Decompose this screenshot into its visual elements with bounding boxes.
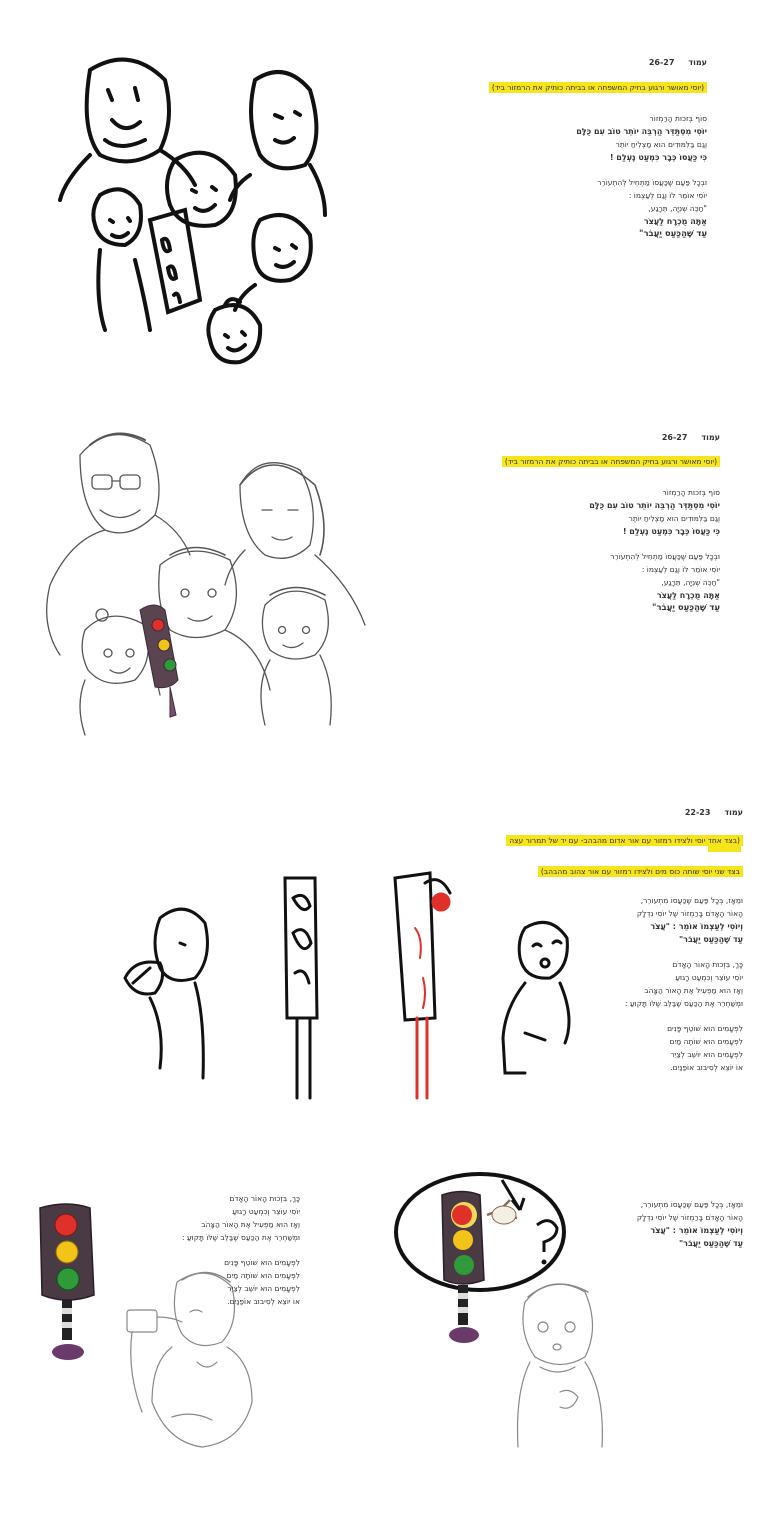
page1-direction-highlight: (יוסי מאושר ורגוע בחיק המשפחה או בביתה כותיק את הרמזור ביד) — [489, 82, 707, 93]
page1-line: יוֹסִי מִסְתַּדֵּר הַרְבֵּה יוֹתֵר טוֹב עִם כֻּלָּם — [576, 127, 707, 136]
page2-page-header — [400, 433, 720, 442]
page4-left-text-block — [130, 1192, 300, 1308]
page2-line: אַתָּה מֻכְרָח לַעֲצֹר — [656, 591, 720, 600]
page4-left-line: כָּךְ, בִּזְכוּת הָאוֹר הָאָדֹם — [229, 1194, 300, 1203]
page1-page-label: עמוד — [688, 58, 707, 67]
page3-direction2-highlight: בצד שני יוסי שותה כוס מים ולצידו רמזור עם אור צהוב מהבהב) — [538, 866, 743, 877]
page4-left-line: לִפְעָמִים הוּא שׁוֹטֵף פָּנִים — [224, 1258, 300, 1267]
page1-page-number: 26-27 — [648, 58, 675, 67]
page3-line: וּמְשַׁחְרֵר אֶת הַכַּעַס שֶׁבַּלֵּב שֶׁלּוֹ תָּקוּעַ : — [624, 999, 743, 1008]
page3-line: וְיוֹסִי לְעַצְמוֹ אוֹמֵר : "עֲצֹר — [650, 922, 743, 931]
page3-line: אוֹ יוֹצֵא לְסִיבוּב אוֹפַנַּיִם. — [670, 1063, 743, 1072]
page2-line: "חַכֵּה שְׁנִיָּה, תֵּרָגַע, — [661, 578, 720, 587]
page3-line: יוֹסִי עוֹצֵר וְכִמְעַט רָגוּעַ — [675, 973, 743, 982]
page4-right-line: וְיוֹסִי לְעַצְמוֹ אוֹמֵר : "עֲצֹר — [650, 1226, 743, 1235]
page4-left-line: לִפְעָמִים הוּא שׁוֹתֶה מַיִם — [226, 1271, 300, 1280]
family-sketch — [50, 40, 340, 380]
page3-line: לִפְעָמִים הוּא שׁוֹתֶה מַיִם — [669, 1037, 743, 1046]
page3-line: לִפְעָמִים הוּא יוֹשֵׁב לְצַיֵּר — [670, 1050, 743, 1059]
page2-line: וּבְכָל פַּעַם שֶׁכַּעֲסוֹ מַתְחִיל לְהִתְעוֹרֵר — [610, 552, 720, 561]
page4-right-line: עַד שֶׁהַכַּעַס יַעֲבֹר" — [679, 1239, 743, 1248]
page2-page-number: 26-27 — [661, 433, 688, 442]
page3-line: הָאוֹר הָאָדֹם בָּרַמְזוֹר שֶׁל יוֹסִי נִדְלָק — [636, 909, 743, 918]
page4-left-line: יוֹסִי עוֹצֵר וְכִמְעַט רָגוּעַ — [232, 1207, 300, 1216]
page4-left-line: וְאָז הוּא מַפְעִיל אֶת הָאוֹר הַצָּהֹב — [201, 1220, 300, 1229]
page4-right-text-block — [553, 1198, 743, 1250]
page3-line: וּמֵאָז, בְּכָל פַּעַם שֶׁכַּעֲסוֹ מִתְעוֹרֵר, — [640, 896, 743, 905]
page4-left-line: אוֹ יוֹצֵא לְסִיבוּב אוֹפַנַּיִם. — [227, 1297, 300, 1306]
page2-line: וְגַם בַּלִּמּוּדִים הוּא מַצְלִיחַ יוֹתֵר — [628, 514, 720, 523]
page3-text-block — [423, 808, 743, 1074]
page1-page-header — [407, 58, 707, 67]
page4-right-line: וּמֵאָז, בְּכָל פַּעַם שֶׁכַּעֲסוֹ מִתְעוֹרֵר, — [640, 1200, 743, 1209]
page2-line: כִּי כַּעֲסוֹ כְּבָר כִּמְעַט נֶעְלַם ! — [622, 527, 720, 536]
traffic-light-icon — [32, 1200, 102, 1370]
page2-line: יוֹסִי אוֹמֵר לוֹ וְגַם לְעַצְמוֹ : — [641, 565, 720, 574]
page3-page-number: 22-23 — [684, 808, 711, 816]
page2-page-label: עמוד — [701, 433, 720, 442]
page3-page-header — [423, 808, 743, 816]
boy-surprised — [510, 1272, 615, 1457]
page4-right-line: הָאוֹר הָאָדֹם בָּרַמְזוֹר שֶׁל יוֹסִי נִדְלָק — [636, 1213, 743, 1222]
page2-line: עַד שֶׁהַכַּעַס יַעֲבֹר" — [652, 603, 720, 613]
page3-line: כָּךְ, בִּזְכוּת הָאוֹר הָאָדֹם — [672, 960, 743, 969]
page3-direction1-highlight: (בצד אחד יוסי ולצידו רמזור עם אור אדום מהבהב- עם יד של תמרור עצה — [506, 835, 743, 846]
page4-left-line: לִפְעָמִים הוּא יוֹשֵׁב לְצַיֵּר — [227, 1284, 300, 1293]
page3-page-label: עמוד — [724, 808, 743, 816]
page1-text-block — [407, 58, 707, 241]
page1-line: כִּי כַּעֲסוֹ כְּבָר כִּמְעַט נֶעְלַם ! — [609, 153, 707, 162]
page1-line: אַתָּה מֻכְרָח לַעֲצֹר — [643, 217, 707, 226]
page2-text-block — [400, 433, 720, 615]
family-pencil-illustration — [30, 415, 375, 745]
page3-line: וְאָז הוּא מַפְעִיל אֶת הָאוֹר הַצָּהֹב — [644, 986, 743, 995]
page3-line: עַד שֶׁהַכַּעַס יַעֲבֹר" — [679, 935, 743, 944]
page2-direction-highlight: (יוסי מאושר ורגוע בחיק המשפחה או בביתה כותיק את הרמזור ביד) — [502, 456, 720, 467]
page4-left-line: וּמְשַׁחְרֵר אֶת הַכַּעַס שֶׁבַּלֵּב שֶׁלּוֹ תָּקוּעַ : — [181, 1233, 300, 1242]
page1-line: וּבְכָל פַּעַם שֶׁכַּעֲסוֹ מַתְחִיל לְהִתְעוֹרֵר — [597, 178, 707, 187]
page1-line: עַד שֶׁהַכַּעַס יַעֲבֹר" — [639, 229, 707, 239]
page3-line: לִפְעָמִים הוּא שׁוֹטֵף פָּנִים — [667, 1024, 743, 1033]
page2-line: סוֹף בְּזכוּת הָרַמְזוֹר — [662, 488, 720, 497]
page1-line: יוֹסִי אוֹמֵר לוֹ וְגַם לְעַצְמוֹ : — [628, 191, 707, 200]
page1-line: וְגַם בַּלִּמּוּדִים הוּא מַצְלִיחַ יוֹתֵר — [615, 140, 707, 149]
page2-line: יוֹסִי מִסְתַּדֵּר הַרְבֵּה יוֹתֵר טוֹב עִם כֻּלָּם — [589, 501, 720, 510]
page1-line: "חַכֵּה שְׁנִיָּה, תֵּרָגַע, — [648, 204, 707, 213]
page1-line: סוֹף בְּזכוּת הָרַמְזוֹר — [649, 114, 707, 123]
